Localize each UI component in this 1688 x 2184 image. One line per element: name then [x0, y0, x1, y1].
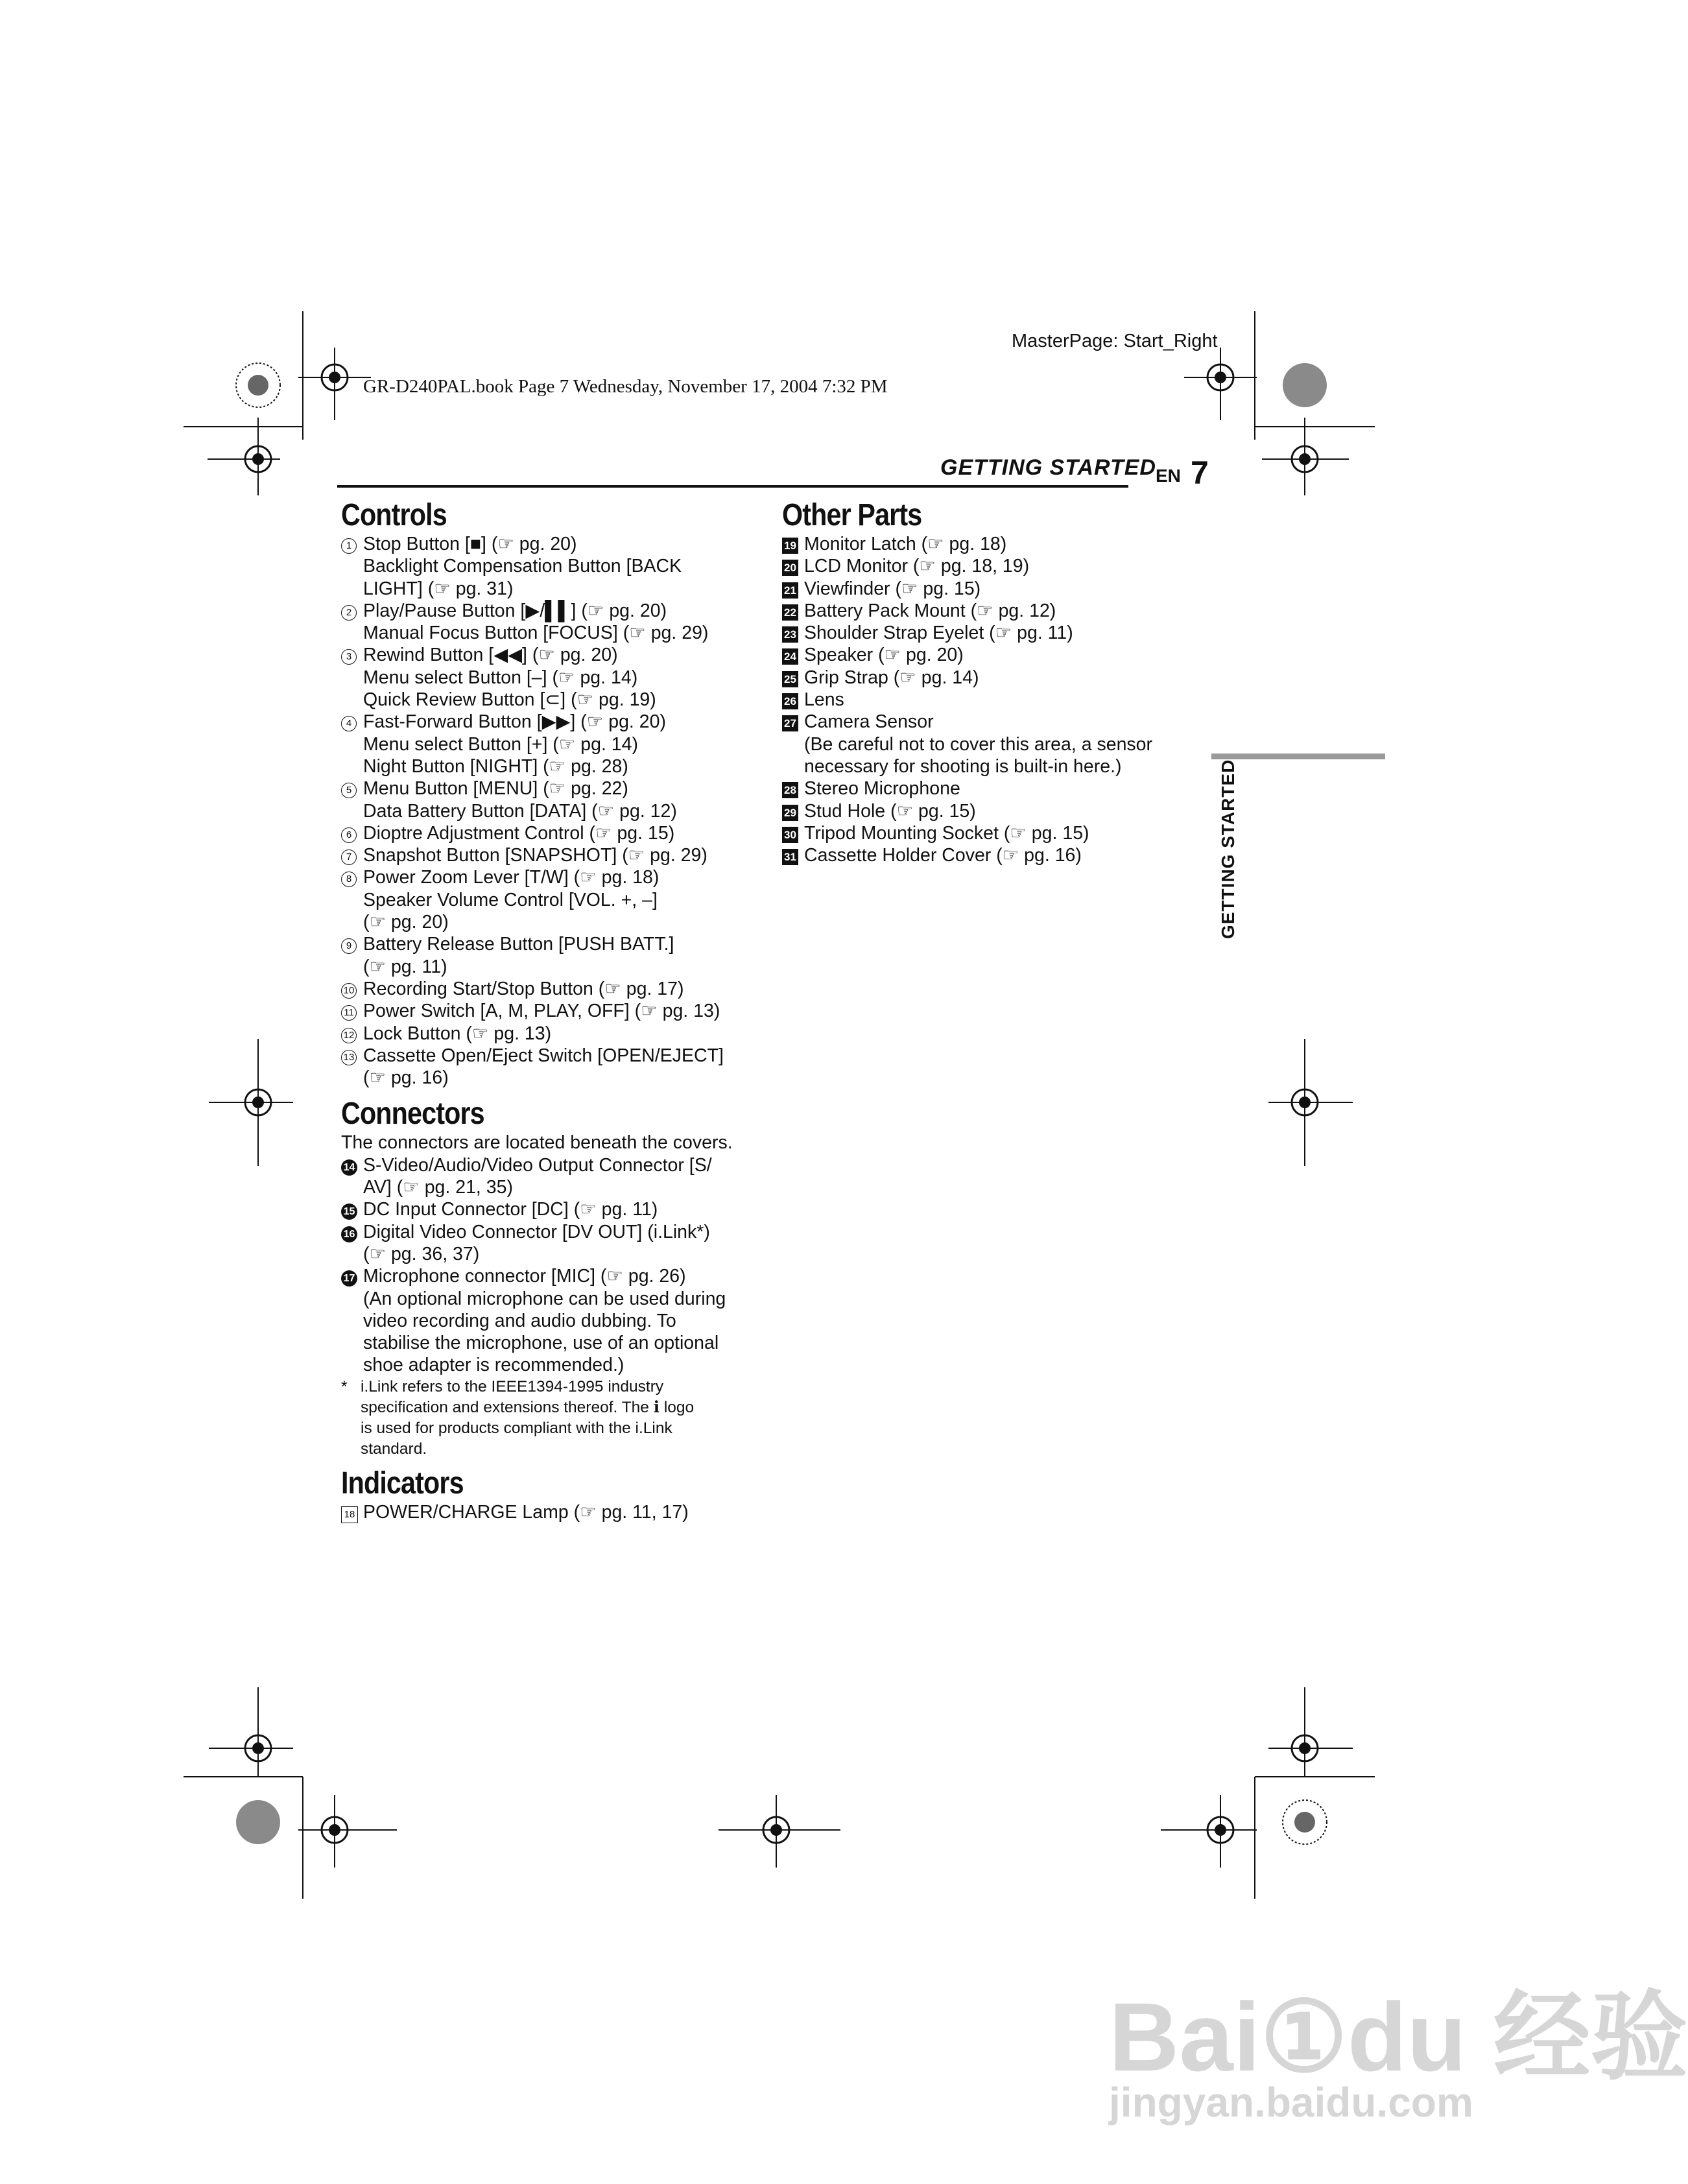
item-line: Quick Review Button [⊂] (☞ pg. 19) — [363, 689, 656, 711]
item-text — [804, 800, 1210, 822]
connectors-list — [341, 1154, 769, 1377]
footnote-mark: * — [341, 1377, 348, 1395]
side-tab-label: GETTING STARTED — [1218, 759, 1238, 939]
indicators-list — [341, 1501, 769, 1523]
item-line: (An optional microphone can be used during — [363, 1288, 726, 1309]
item-line: video recording and audio dubbing. To — [363, 1310, 676, 1331]
right-column — [782, 498, 1210, 866]
list-item — [341, 1221, 769, 1266]
item-line: Grip Strap (☞ pg. 14) — [804, 667, 979, 688]
list-item — [341, 1000, 769, 1022]
item-line: Cassette Holder Cover (☞ pg. 16) — [804, 845, 1082, 866]
item-number — [782, 578, 804, 600]
list-item — [341, 600, 769, 645]
list-item — [782, 711, 1210, 777]
item-number — [782, 600, 804, 622]
other-parts-list — [782, 533, 1210, 866]
item-line: Lens — [804, 689, 844, 711]
item-number — [782, 800, 804, 822]
item-line: AV] (☞ pg. 21, 35) — [363, 1177, 513, 1198]
item-text — [363, 1221, 769, 1266]
item-line: Stereo Microphone — [804, 778, 960, 800]
item-text — [804, 667, 1210, 689]
indicators-heading: Indicators — [341, 1466, 464, 1501]
item-text — [363, 600, 769, 645]
item-line: Tripod Mounting Socket (☞ pg. 15) — [804, 822, 1089, 844]
footnote-line: i.Link refers to the IEEE1394-1995 industry — [361, 1377, 664, 1395]
list-item — [782, 844, 1210, 866]
item-line: (☞ pg. 16) — [363, 1067, 449, 1089]
item-text — [363, 1501, 769, 1523]
item-text — [363, 844, 769, 866]
item-number — [341, 533, 363, 600]
item-line: Stud Hole (☞ pg. 15) — [804, 800, 976, 822]
grey-dot — [1283, 363, 1327, 407]
list-item — [341, 711, 769, 777]
language-label: EN — [1156, 466, 1181, 486]
item-number — [782, 777, 804, 800]
item-number-badge: 23 — [782, 626, 798, 643]
section-header: GETTING STARTED — [940, 455, 1156, 480]
list-item — [782, 777, 1210, 800]
item-number — [341, 777, 363, 822]
item-number-badge: 28 — [782, 782, 798, 798]
list-item — [782, 622, 1210, 644]
item-number — [782, 667, 804, 689]
item-number — [341, 822, 363, 844]
item-number-badge: 5 — [341, 783, 357, 798]
item-line: Viewfinder (☞ pg. 15) — [804, 578, 981, 599]
item-number — [341, 1000, 363, 1022]
list-item — [341, 533, 769, 600]
item-text — [804, 578, 1210, 600]
item-text — [804, 689, 1210, 711]
list-item — [782, 555, 1210, 577]
item-line: Dioptre Adjustment Control (☞ pg. 15) — [363, 822, 675, 844]
item-text — [363, 933, 769, 978]
item-number-badge: 20 — [782, 560, 798, 576]
item-line: Recording Start/Stop Button (☞ pg. 17) — [363, 978, 684, 999]
item-line: Stop Button [■] (☞ pg. 20) — [363, 534, 577, 554]
item-line: necessary for shooting is built-in here.) — [804, 755, 1122, 777]
item-number-badge: 9 — [341, 938, 357, 954]
list-item — [341, 933, 769, 978]
item-number-badge: 18 — [341, 1506, 358, 1523]
item-text — [363, 1023, 769, 1045]
connectors-heading: Connectors — [341, 1097, 484, 1132]
item-text — [363, 711, 769, 777]
item-number — [341, 866, 363, 933]
item-number-badge: 1 — [341, 538, 357, 554]
item-line: Digital Video Connector [DV OUT] (i.Link*) — [363, 1221, 710, 1242]
item-number — [782, 822, 804, 844]
list-item — [341, 1501, 769, 1523]
list-item — [341, 644, 769, 711]
list-item — [341, 866, 769, 933]
list-item — [341, 978, 769, 1000]
item-number — [782, 711, 804, 777]
item-number-badge: 4 — [341, 716, 357, 731]
item-line: Menu Button [MENU] (☞ pg. 22) — [363, 778, 628, 800]
item-text — [804, 555, 1210, 577]
item-line: Menu select Button [–] (☞ pg. 14) — [363, 667, 638, 688]
item-line: Backlight Compensation Button [BACK — [363, 556, 682, 577]
item-line: Battery Pack Mount (☞ pg. 12) — [804, 600, 1056, 621]
header-rule — [337, 485, 1128, 488]
item-number — [341, 1221, 363, 1266]
item-number-badge: 26 — [782, 693, 798, 709]
item-line: Night Button [NIGHT] (☞ pg. 28) — [363, 755, 628, 777]
item-number — [341, 1198, 363, 1220]
list-item — [782, 822, 1210, 844]
item-text — [363, 1000, 769, 1022]
page-number: 7 — [1191, 455, 1209, 491]
item-text — [363, 1265, 769, 1376]
item-line: stabilise the microphone, use of an optional — [363, 1333, 719, 1354]
list-item — [782, 800, 1210, 822]
list-item — [341, 777, 769, 822]
list-item — [782, 533, 1210, 555]
item-line: Data Battery Button [DATA] (☞ pg. 12) — [363, 800, 677, 822]
item-number-badge: 6 — [341, 827, 357, 843]
item-text — [804, 711, 1210, 777]
item-number — [341, 1154, 363, 1199]
item-text — [804, 822, 1210, 844]
item-number-badge: 24 — [782, 648, 798, 665]
item-text — [804, 644, 1210, 666]
item-number-badge: 14 — [341, 1159, 357, 1176]
item-line: Power Switch [A, M, PLAY, OFF] (☞ pg. 13) — [363, 1001, 720, 1022]
item-number — [341, 844, 363, 866]
item-number-badge: 11 — [341, 1005, 357, 1021]
item-line: S-Video/Audio/Video Output Connector [S/ — [363, 1154, 712, 1176]
item-line: Play/Pause Button [▶/▌▌] (☞ pg. 20) — [363, 600, 667, 621]
item-text — [363, 866, 769, 933]
item-number-badge: 16 — [341, 1226, 357, 1242]
item-number — [341, 1045, 363, 1089]
item-number — [341, 933, 363, 978]
item-text — [804, 533, 1210, 555]
item-number — [782, 622, 804, 644]
item-line: Shoulder Strap Eyelet (☞ pg. 11) — [804, 623, 1073, 644]
item-number — [341, 1265, 363, 1376]
item-line: Speaker (☞ pg. 20) — [804, 645, 964, 666]
item-line: POWER/CHARGE Lamp (☞ pg. 11, 17) — [363, 1501, 689, 1523]
list-item — [782, 600, 1210, 622]
item-number-badge: 10 — [341, 983, 357, 999]
item-text — [363, 978, 769, 1000]
masterpage-label: MasterPage: Start_Right — [1012, 331, 1218, 351]
list-item — [341, 1023, 769, 1045]
item-number — [341, 711, 363, 777]
item-number-badge: 22 — [782, 604, 798, 621]
item-number-badge: 3 — [341, 649, 357, 665]
list-item — [782, 578, 1210, 600]
item-number — [341, 1023, 363, 1045]
item-number — [341, 644, 363, 711]
item-number-badge: 8 — [341, 872, 357, 887]
book-info-line: GR-D240PAL.book Page 7 Wednesday, November 17, 2004 7:32 PM — [363, 376, 888, 397]
item-line: Fast-Forward Button [▶▶] (☞ pg. 20) — [363, 711, 666, 733]
item-line: LCD Monitor (☞ pg. 18, 19) — [804, 556, 1030, 577]
item-number-badge: 19 — [782, 538, 798, 554]
left-column — [341, 498, 769, 1523]
item-text — [363, 644, 769, 711]
item-number-badge: 15 — [341, 1204, 357, 1220]
list-item — [341, 1198, 769, 1220]
footnote — [341, 1377, 769, 1460]
footnote-text — [361, 1377, 769, 1460]
item-line: Power Zoom Lever [T/W] (☞ pg. 18) — [363, 867, 660, 888]
item-number-badge: 2 — [341, 605, 357, 621]
item-line: Lock Button (☞ pg. 13) — [363, 1023, 552, 1044]
item-text — [363, 1154, 769, 1199]
item-text — [804, 777, 1210, 800]
item-number — [782, 644, 804, 666]
item-number-badge: 17 — [341, 1270, 357, 1287]
item-number — [782, 555, 804, 577]
connectors-intro: The connectors are located beneath the covers. — [341, 1132, 733, 1154]
list-item — [341, 844, 769, 866]
item-number — [782, 844, 804, 866]
list-item — [782, 689, 1210, 711]
item-line: LIGHT] (☞ pg. 31) — [363, 578, 514, 599]
item-line: DC Input Connector [DC] (☞ pg. 11) — [363, 1199, 658, 1220]
item-line: (☞ pg. 36, 37) — [363, 1243, 480, 1264]
list-item — [341, 1154, 769, 1199]
item-number-badge: 27 — [782, 715, 798, 731]
item-line: (Be careful not to cover this area, a sensor — [804, 733, 1153, 755]
item-text — [804, 600, 1210, 622]
item-number — [782, 533, 804, 555]
item-text — [363, 777, 769, 822]
item-number-badge: 29 — [782, 805, 798, 821]
controls-list — [341, 533, 769, 1089]
item-number-badge: 21 — [782, 582, 798, 599]
footnote-line: standard. — [361, 1440, 427, 1458]
item-line: Manual Focus Button [FOCUS] (☞ pg. 29) — [363, 623, 709, 644]
item-number — [341, 600, 363, 645]
list-item — [782, 644, 1210, 666]
watermark-brand: Bai①du 经验 — [1109, 1982, 1688, 2091]
item-number — [341, 978, 363, 1000]
item-line: Monitor Latch (☞ pg. 18) — [804, 534, 1007, 554]
item-line: Cassette Open/Eject Switch [OPEN/EJECT] — [363, 1045, 724, 1066]
item-number-badge: 30 — [782, 827, 798, 843]
item-number-badge: 13 — [341, 1050, 357, 1065]
item-line: Rewind Button [◀◀] (☞ pg. 20) — [363, 645, 618, 666]
footnote-line: is used for products compliant with the i.Link — [361, 1419, 672, 1437]
item-number — [782, 689, 804, 711]
item-line: (☞ pg. 11) — [363, 956, 447, 977]
item-line: Snapshot Button [SNAPSHOT] (☞ pg. 29) — [363, 845, 707, 866]
item-line: Battery Release Button [PUSH BATT.] — [363, 934, 674, 955]
grey-dot — [236, 1800, 280, 1844]
item-number-badge: 7 — [341, 849, 357, 865]
item-line: (☞ pg. 20) — [363, 912, 449, 933]
item-line: Microphone connector [MIC] (☞ pg. 26) — [363, 1266, 686, 1287]
item-number-badge: 25 — [782, 671, 798, 687]
list-item — [782, 667, 1210, 689]
item-line: Menu select Button [+] (☞ pg. 14) — [363, 733, 638, 755]
item-number-badge: 12 — [341, 1028, 357, 1043]
footnote-line: specification and extensions thereof. The ℹ logo — [361, 1398, 695, 1416]
item-text — [363, 822, 769, 844]
item-line: Camera Sensor — [804, 711, 934, 733]
item-number — [341, 1501, 363, 1523]
item-text — [363, 1198, 769, 1220]
item-text — [804, 844, 1210, 866]
controls-heading: Controls — [341, 498, 447, 532]
item-number-badge: 31 — [782, 849, 798, 865]
list-item — [341, 1045, 769, 1089]
list-item — [341, 822, 769, 844]
list-item — [341, 1265, 769, 1376]
side-tab — [1213, 759, 1239, 940]
other-parts-heading: Other Parts — [782, 498, 922, 532]
item-text — [363, 533, 769, 600]
item-line: shoe adapter is recommended.) — [363, 1355, 624, 1376]
item-line: Speaker Volume Control [VOL. +, –] — [363, 889, 658, 910]
item-text — [363, 1045, 769, 1089]
item-text — [804, 622, 1210, 644]
watermark-url: jingyan.baidu.com — [1109, 2079, 1473, 2126]
